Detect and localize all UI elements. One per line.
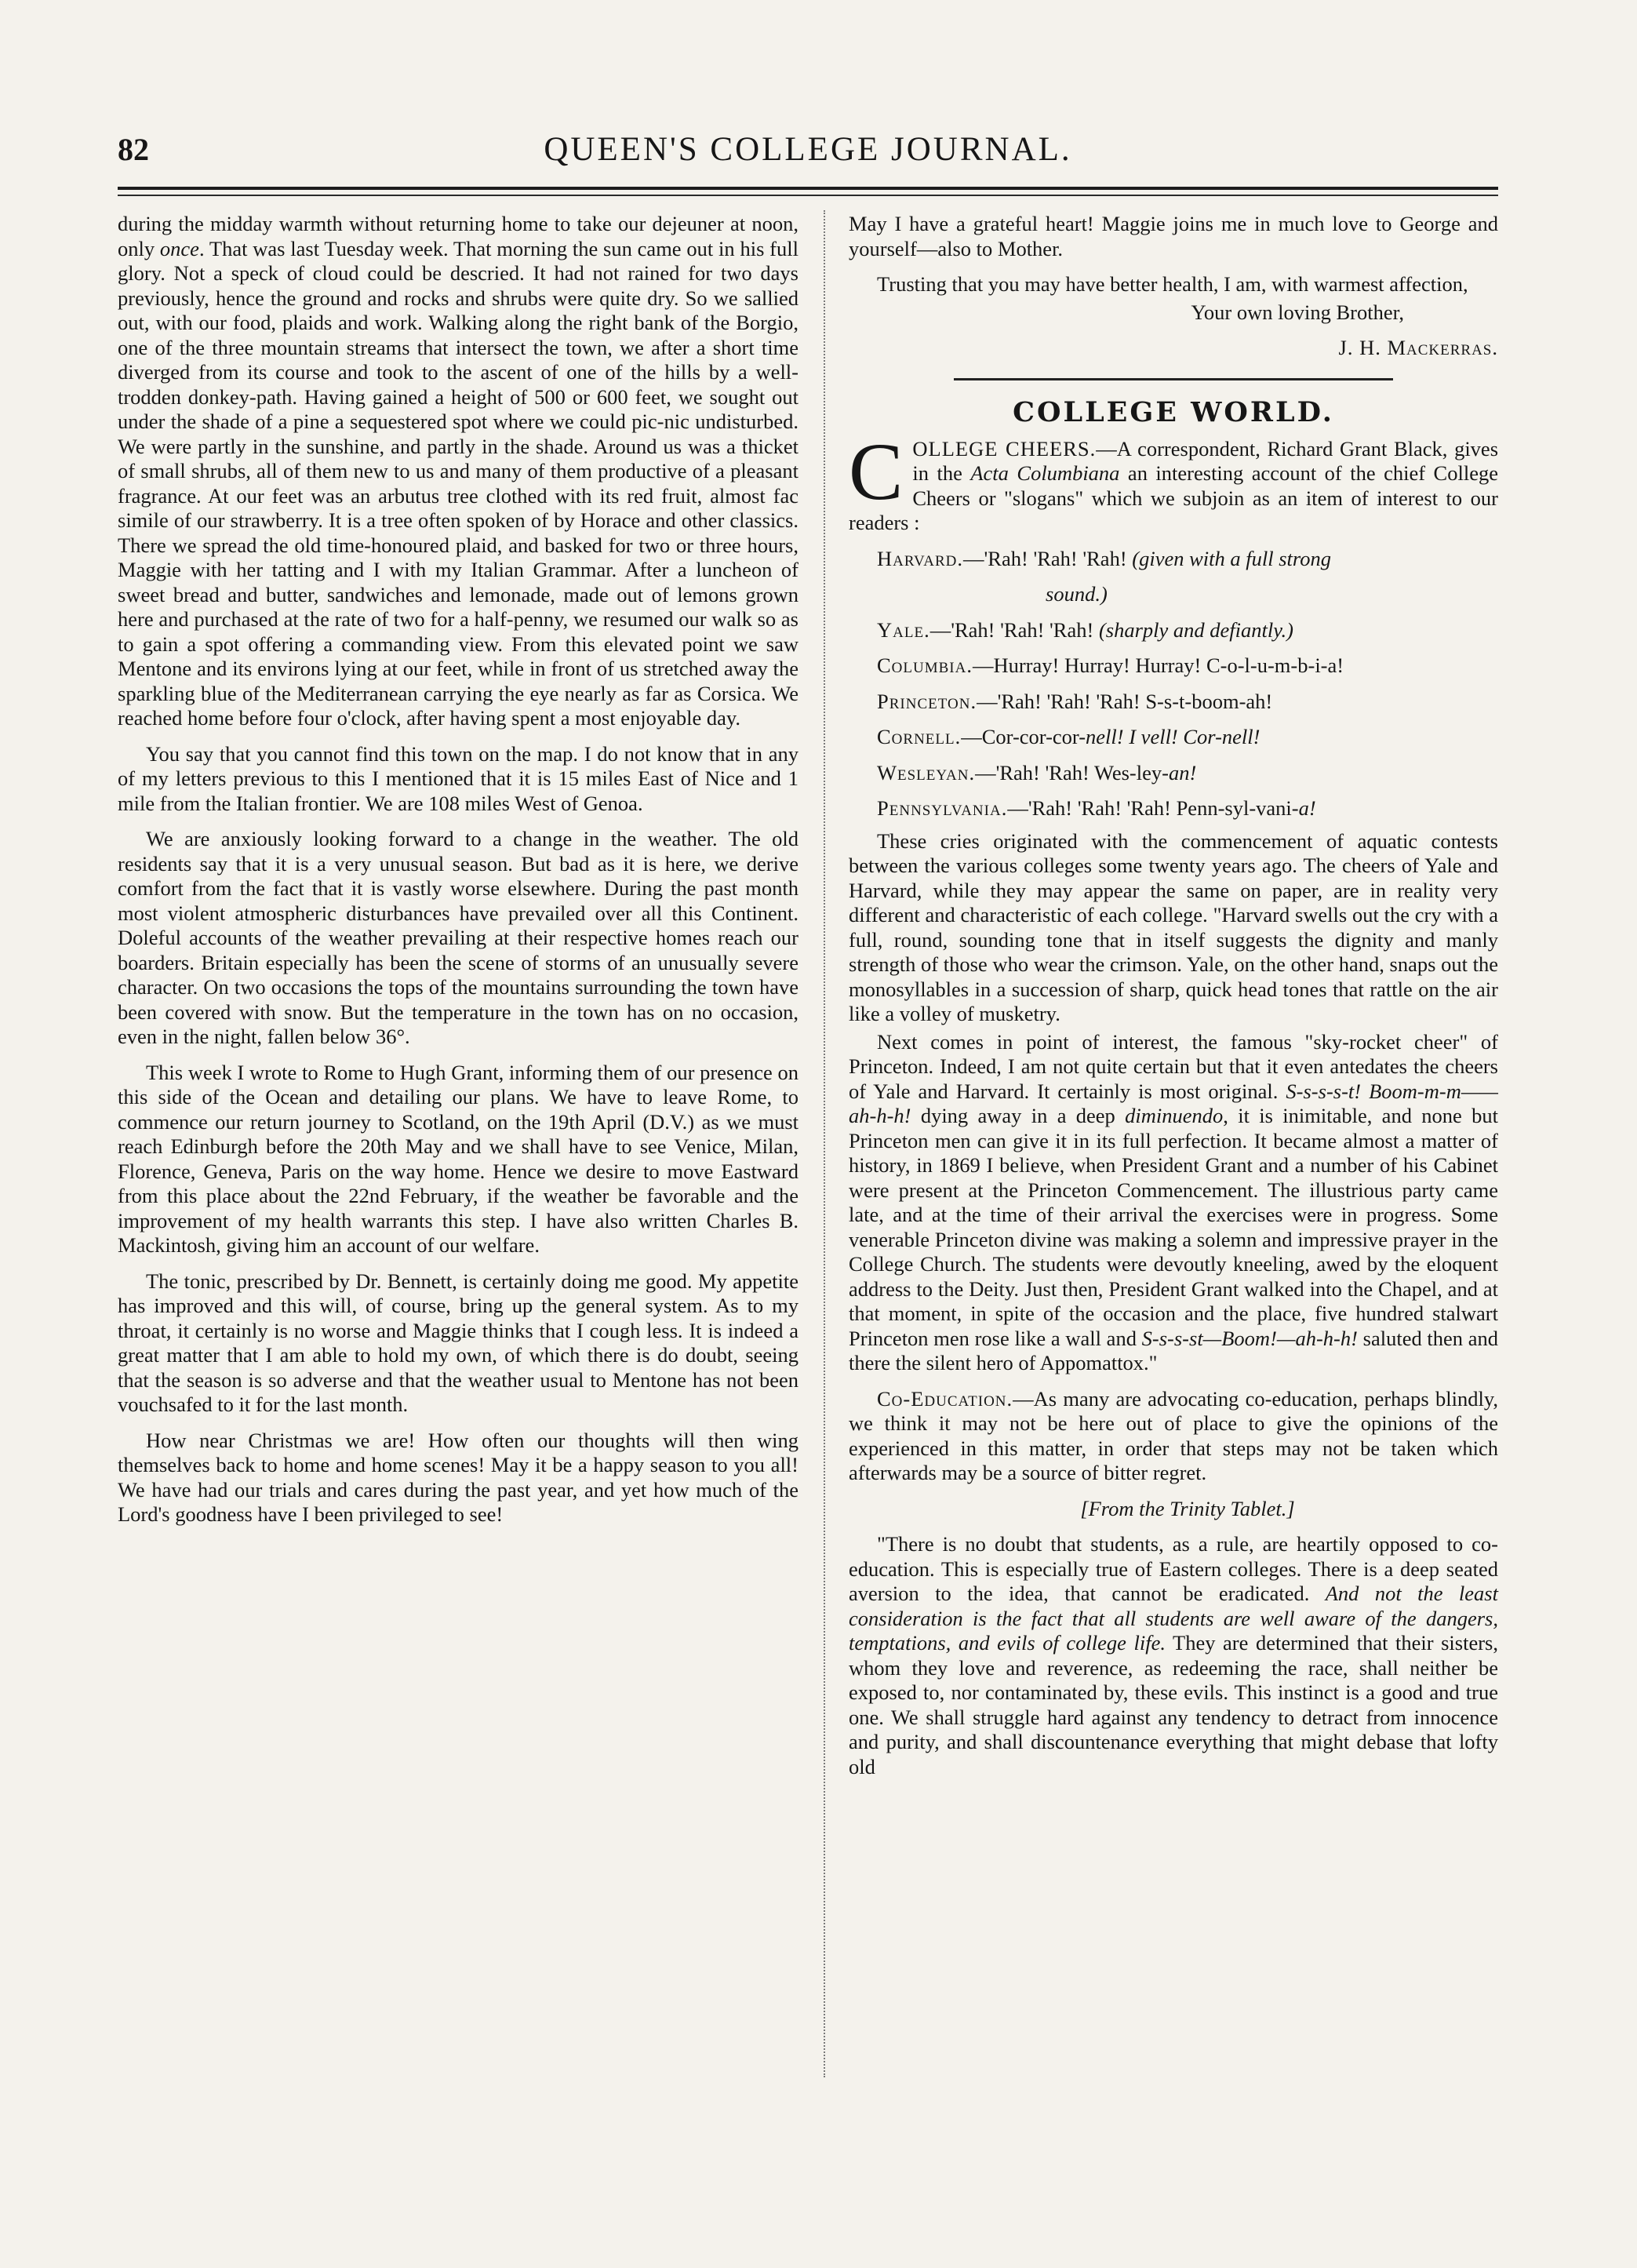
letter-paragraph-4: This week I wrote to Rome to Hugh Grant, informing them of our presence on this side of the Ocean and detailing our plans. We have to leave Rome, to commence our return journey to Scotland, on the 19th April (D.V.) as we must reach Edinburgh before the 20th May and we shall have to see Venice, Milan, Florence, Geneva, Paris on the way home. Hence we desire to move Eastward from this place about the 22nd February, if the weather be favorable and the improvement of my health warrants this step. I have also written Charles B. Mackintosh, giving him an account of our welfare. (118, 1060, 798, 1257)
cheer-pennsylvania (849, 796, 1498, 821)
cheer-yale (849, 618, 1498, 643)
paragraph-text: "There is no doubt that students, as a rule, are heartily opposed to co-education. This is especially true of Eastern colleges. There is a deep seated aversion to the idea, that cannot be eradicated. (849, 1532, 1498, 1605)
header-rule-thick (118, 187, 1498, 190)
paragraph-text: Next comes in point of interest, the famous "sky-rocket cheer" of Princeton. Indeed, I am not quite certain but that it even antedates the cheers of Yale and Harvard. It certainly is most original. (849, 1029, 1498, 1103)
cheer-college: Harvard. (877, 546, 964, 570)
page-header (118, 132, 1498, 179)
cheer-college: Pennsylvania. (877, 796, 1008, 820)
cheer-cry: —Cor-cor-cor- (961, 725, 1086, 748)
coeducation-paragraph (849, 1387, 1498, 1486)
cheer-college: Wesleyan. (877, 760, 976, 785)
cheer-note: an! (1168, 760, 1197, 785)
cheer-note: (given with a full strong (1132, 546, 1331, 570)
tablet-quote-paragraph (849, 1532, 1498, 1779)
cheer-cry: —'Rah! 'Rah! 'Rah! Penn-syl-vani- (1007, 796, 1299, 820)
publication-title: Acta Columbiana (970, 461, 1120, 485)
letter-continuation: May I have a grateful heart! Maggie joins me in much love to George and yourself—also to Mother. (849, 212, 1498, 260)
emphasis-text: diminuendo (1125, 1104, 1224, 1127)
emphasis-text: And not the least consideration is the fact that all students are well aware of the dangers, temptations, and evils of college life. (849, 1582, 1498, 1655)
paragraph-text: —A correspondent, Richard Grant Black, gives in the (912, 436, 1499, 485)
journal-title: QUEEN'S COLLEGE JOURNAL. (544, 131, 1072, 168)
cheer-cry: —Hurray! Hurray! Hurray! C-o-l-u-m-b-i-a! (972, 653, 1344, 677)
paragraph-text: , it is inimitable, and none but Princeton men can give it in its full perfection. It became almost a matter of history, in 1869 I believe, when President Grant and a number of his Cabinet were present at the Princeton Commencement. The illustrious party came late, and at the time of their arrival the exercises were in progress. Some venerable Princeton divine was making a solemn and impressive prayer in the College Church. The students were devoutly kneeling, awed by the eloquent address to the Deity. Just then, President Grant walked into the Chapel, and at that moment, in spite of the occasion and the place, five hundred stalwart Princeton men rose like a wall and (849, 1104, 1498, 1350)
paragraph-text: —As many are advocating co-education, perhaps blindly, we think it may not be here out of place to give the opinions of the experienced in this matter, in order that steps may not be taken which afterwards may be a source of bitter regret. (849, 1386, 1498, 1484)
letter-signature: J. H. Mackerras. (1338, 336, 1498, 359)
cheer-princeton (849, 690, 1498, 715)
college-cheers-intro (849, 426, 1499, 536)
article-lead: OLLEGE CHEERS. (912, 436, 1097, 461)
cheer-cornell (849, 725, 1498, 750)
letter-trusting: Trusting that you may have better health, I am, with warmest affection, (877, 272, 1468, 296)
section-heading: COLLEGE WORLD. (1013, 395, 1334, 428)
header-rule-thin (118, 195, 1498, 196)
letter-paragraph-3: We are anxiously looking forward to a change in the weather. The old residents say that it is a very unusual season. But bad as it is here, we derive comfort from the fact that it is vastly worse elsewhere. During the past month most violent atmospheric disturbances have prevailed over all this Continent. Doleful accounts of the weather prevailing at their respective homes reach our boarders. Britain especially has been the scene of storms of an unusually severe character. On two occasions the tops of the mountains surrounding the town have been covered with snow. But the temperature in the town has on no occasion, even in the night, fallen below 36°. (118, 827, 798, 1048)
letter-paragraph-6: How near Christmas we are! How often our thoughts will then wing themselves back to home and home scenes! May it be a happy season to you all! We have had our trials and cares during the past year, and yet how much of the Lord's goodness have I been privileged to see! (118, 1428, 798, 1526)
paragraph-text: saluted then and there the silent hero of Appomattox." (849, 1326, 1498, 1374)
cheers-origins-paragraph: These cries originated with the commencement of aquatic contests between the various colleges some twenty years ago. The cheers of Yale and Harvard, while they may appear the same on paper, are in reality very different and characteristic of each college. "Harvard swells out the cry with a full, round, sounding tone that in itself suggests the dignity and manly strength of those who wear the crimson. Yale, on the other hand, snaps out the monosyllables in a succession of sharp, quick head tones that rattle on the air like a volley of musketry. (849, 828, 1498, 1025)
left-column (118, 212, 798, 1538)
article-lead: Co-Education. (877, 1386, 1013, 1411)
princeton-paragraph (849, 1030, 1498, 1376)
cheer-note: (sharply and defiantly.) (1098, 617, 1293, 642)
emphasis-text: S-s-s-s-t! Boom-m-m——ah-h-h! (849, 1079, 1498, 1127)
emphasis-text: once (159, 236, 199, 260)
paragraph-text: . That was last Tuesday week. That morning the sun came out in his full glory. Not a speck of cloud could be descried. It had not rained for two days previously, hence the ground and rocks and shrubs were quite dry. So we sallied out, with our food, plaids and work. Walking along the right bank of the Borgio, one of the three mountain streams that intersect the town, we after a short time diverged from its course and took to the ascent of one of the hills by a well-trodden donkey-path. Having gained a height of 500 or 600 feet, we sought out under the shade of a pine a sequestered spot where we could pic-nic undisturbed. We were partly in the sunshine, and partly in the shade. Around us was a thicket of small shrubs, all of them new to us and many of them productive of a pleasant fragrance. At our feet was an arbutus tree clothed with its red fruit, almost fac simile of our strawberry. It is a tree often spoken of by Horace and other classics. There we spread the old time-honoured plaid, and basked for two or three hours, Maggie with her tatting and I with my Italian Grammar. After a luncheon of sweet bread and butter, sandwiches and lemonade, made out of lemons grown here and purchased at the rate of two for a half-penny, we resumed our walk so as to gain a spot offering a commanding view. From this elevated point we saw Mentone and its environs lying at our feet, while in front of us stretched away the sparkling blue of the Mediterranean carrying the eye nearly as far as Corsica. We reached home before four o'clock, after having spent a most enjoyable day. (118, 236, 798, 730)
emphasis-text: S-s-s-st—Boom!—ah-h-h! (1141, 1326, 1358, 1350)
cheer-cry: —'Rah! 'Rah! 'Rah! (963, 546, 1133, 570)
cheer-harvard-continued: sound.) (1046, 582, 1108, 606)
cheer-harvard (849, 547, 1498, 572)
source-note: [From the Trinity Tablet.] (1080, 1496, 1295, 1520)
section-divider (954, 378, 1393, 380)
paragraph-text: during the midday warmth without returning home to take our dejeuner at noon, only (118, 212, 798, 260)
cheer-note: a! (1298, 796, 1316, 820)
page-number: 82 (118, 132, 149, 167)
cheer-columbia (849, 653, 1498, 679)
cheer-cry: —'Rah! 'Rah! 'Rah! (929, 617, 1099, 642)
cheer-college: Cornell. (877, 725, 962, 748)
cheer-college: Yale. (877, 617, 930, 642)
right-column (849, 212, 1498, 1790)
cheer-cry: —'Rah! 'Rah! 'Rah! S-s-t-boom-ah! (977, 689, 1273, 713)
letter-closing: Your own loving Brother, (1191, 300, 1404, 324)
column-divider (824, 210, 825, 2077)
paragraph-text: They are determined that their sisters, whom they love and reverence, as redeeming the race, shall neither be exposed to, nor contaminated by, these evils. This instinct is a good and true one. We shall struggle hard against any tendency to detract from innocence and purity, and shall discountenance everything that might debase that lofty old (849, 1631, 1498, 1778)
paragraph-text: dying away in a deep (911, 1104, 1126, 1127)
cheer-note: nell! I vell! Cor-nell! (1086, 725, 1260, 748)
paragraph-text: an interesting account of the chief College Cheers or "slogans" which we subjoin as an item of interest to our readers : (849, 461, 1498, 534)
cheer-college: Princeton. (877, 689, 977, 713)
cheer-cry: —'Rah! 'Rah! Wes-ley- (975, 760, 1169, 785)
letter-paragraph-5: The tonic, prescribed by Dr. Bennett, is certainly doing me good. My appetite has improved and this will, of course, bring up the general system. As to my throat, it certainly is no worse and Maggie thinks that I cough less. It is indeed a great matter that I am able to hold my own, of which there is do doubt, seeing that the season is so adverse and that the weather usual to Mentone has not been vouchsafed to it for the last month. (118, 1269, 798, 1416)
cheer-wesleyan (849, 761, 1498, 786)
drop-cap: C (849, 426, 904, 517)
letter-paragraph-2: You say that you cannot find this town on the map. I do not know that in any of my letters previous to this I mentioned that it is 15 miles East of Nice and 1 mile from the Italian frontier. We are 108 miles West of Genoa. (118, 741, 798, 815)
cheer-college: Columbia. (877, 653, 973, 677)
letter-paragraph-1 (118, 212, 798, 731)
